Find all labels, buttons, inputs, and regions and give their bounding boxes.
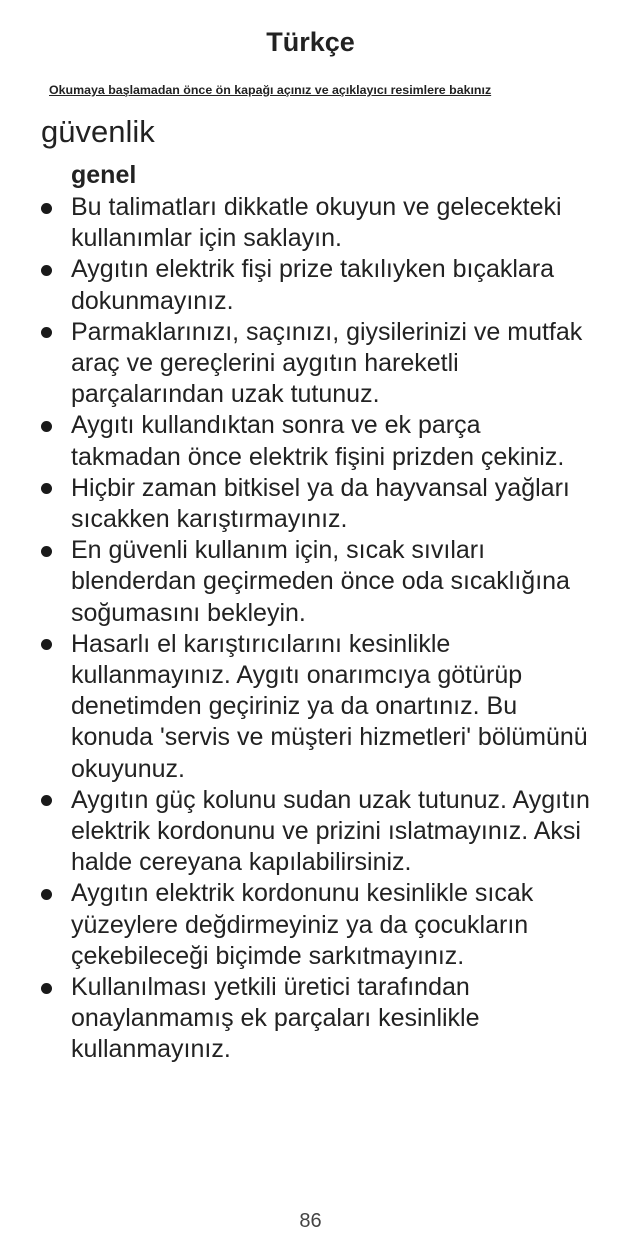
bullet-dot-icon — [41, 546, 52, 557]
bullet-dot-icon — [41, 983, 52, 994]
safety-item-text: Aygıtın elektrik fişi prize takılıyken bıçaklara dokunmayınız. — [71, 255, 555, 315]
bullet-dot-icon — [41, 421, 52, 432]
page-number: 86 — [299, 1210, 322, 1232]
bullet-dot-icon — [41, 795, 52, 806]
bullet-dot-icon — [41, 889, 52, 900]
safety-item-text: Aygıtı kullandıktan sonra ve ek parça takmadan önce elektrik fişini prizden çekiniz. — [71, 411, 565, 471]
language-title: Türkçe — [266, 27, 355, 57]
safety-item-text: Kullanılması yetkili üretici tarafından onaylanmamış ek parçaları kesinlikle kullanmayınız. — [71, 973, 480, 1064]
section-title: güvenlik — [41, 114, 155, 149]
safety-item — [0, 972, 621, 1066]
bullet-dot-icon — [41, 483, 52, 494]
safety-item — [0, 535, 621, 629]
safety-item — [0, 473, 621, 535]
bullet-dot-icon — [41, 327, 52, 338]
safety-item-text: Parmaklarınızı, saçınızı, giysilerinizi ve mutfak araç ve gereçlerini aygıtın hareketli parçalarından uzak tutunuz. — [71, 317, 583, 409]
safety-item-text: Aygıtın elektrik kordonunu kesinlikle sıcak yüzeylere değdirmeyiniz ya da çocukların çekebileceği biçimde sarkıtmayınız. — [71, 879, 534, 970]
safety-instructions-list — [0, 192, 621, 1066]
safety-item — [0, 410, 621, 472]
safety-item-text: Aygıtın güç kolunu sudan uzak tutunuz. Aygıtın elektrik kordonunu ve prizini ıslatmayınız. Aksi halde cereyana kapılabilirsiniz. — [71, 785, 590, 877]
read-instructions-notice: Okumaya başlamadan önce ön kapağı açınız ve açıklayıcı resimlere bakınız — [49, 83, 492, 97]
safety-item — [0, 317, 621, 411]
safety-item-text: Bu talimatları dikkatle okuyun ve gelecekteki kullanımlar için saklayın. — [71, 193, 562, 253]
safety-item-text: Hasarlı el karıştırıcılarını kesinlikle kullanmayınız. Aygıtı onarımcıya götürüp denetimden geçiriniz ya da onartınız. Bu konuda 'servis ve müşteri hizmetleri' bölümünü okuyunuz. — [71, 629, 588, 783]
bullet-dot-icon — [41, 203, 52, 214]
bullet-dot-icon — [41, 639, 52, 650]
safety-item — [0, 254, 621, 316]
safety-item — [0, 192, 621, 254]
safety-item-text: En güvenli kullanım için, sıcak sıvıları blenderdan geçirmeden önce oda sıcaklığına soğumasını bekleyin. — [71, 536, 570, 627]
safety-item — [0, 785, 621, 879]
safety-item — [0, 878, 621, 972]
safety-item — [0, 629, 621, 785]
subsection-title: genel — [71, 161, 137, 189]
safety-item-text: Hiçbir zaman bitkisel ya da hayvansal yağları sıcakken karıştırmayınız. — [71, 473, 570, 534]
bullet-dot-icon — [41, 265, 52, 276]
